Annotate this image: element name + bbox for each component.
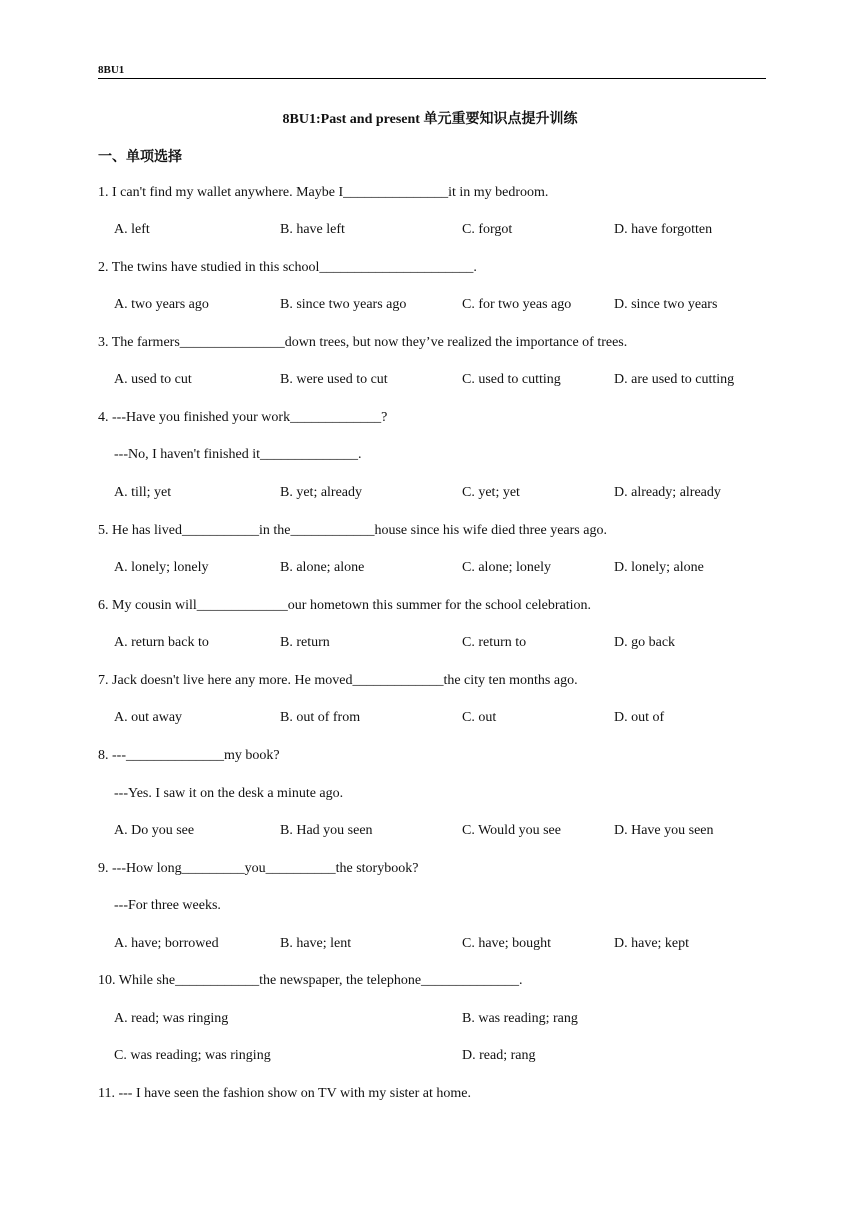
q4-option-d: D. already; already <box>614 485 721 500</box>
q9-option-a: A. have; borrowed <box>114 936 219 951</box>
q1-option-a: A. left <box>114 222 150 237</box>
section-heading: 一、单项选择 <box>98 150 182 165</box>
q7-option-a: A. out away <box>114 710 183 725</box>
question-2: 2. The twins have studied in this school______________________. <box>98 260 477 275</box>
q7-option-c: C. out <box>462 710 497 725</box>
q1-option-d: D. have forgotten <box>614 222 713 237</box>
q10-option-d: D. read; rang <box>462 1048 536 1063</box>
q5-option-d: D. lonely; alone <box>614 560 704 575</box>
q5-option-c: C. alone; lonely <box>462 560 552 575</box>
q2-option-d: D. since two years <box>614 297 718 312</box>
page-header <box>98 63 766 79</box>
question-1: 1. I can't find my wallet anywhere. Maybe I_______________it in my bedroom. <box>98 185 549 200</box>
q6-option-d: D. go back <box>614 635 676 650</box>
q6-option-a: A. return back to <box>114 635 209 650</box>
q5-option-b: B. alone; alone <box>280 560 365 575</box>
q10-option-b: B. was reading; rang <box>462 1011 578 1026</box>
q5-option-a: A. lonely; lonely <box>114 560 209 575</box>
q6-option-b: B. return <box>280 635 330 650</box>
q1-option-b: B. have left <box>280 222 345 237</box>
question-6: 6. My cousin will_____________our hometown this summer for the school celebration. <box>98 598 592 613</box>
q7-option-d: D. out of <box>614 710 665 725</box>
q8-reply: ---Yes. I saw it on the desk a minute ago. <box>114 786 344 801</box>
q2-option-b: B. since two years ago <box>280 297 407 312</box>
q4-option-b: B. yet; already <box>280 485 363 500</box>
q8-option-a: A. Do you see <box>114 823 195 838</box>
question-3: 3. The farmers_______________down trees, but now they’ve realized the importance of trees. <box>98 335 628 350</box>
q9-option-c: C. have; bought <box>462 936 552 951</box>
q8-option-d: D. Have you seen <box>614 823 714 838</box>
document-title: 8BU1:Past and present 单元重要知识点提升训练 <box>282 112 578 127</box>
question-5: 5. He has lived___________in the____________house since his wife died three years ago. <box>98 523 607 538</box>
q2-option-a: A. two years ago <box>114 297 209 312</box>
q3-option-c: C. used to cutting <box>462 372 561 387</box>
question-11: 11. --- I have seen the fashion show on TV with my sister at home. <box>98 1086 472 1101</box>
question-8: 8. ---______________my book? <box>98 748 280 763</box>
q2-option-c: C. for two yeas ago <box>462 297 572 312</box>
q8-option-c: C. Would you see <box>462 823 561 838</box>
q6-option-c: C. return to <box>462 635 527 650</box>
question-9: 9. ---How long_________you__________the storybook? <box>98 861 419 876</box>
q1-option-c: C. forgot <box>462 222 513 237</box>
question-4: 4. ---Have you finished your work_____________? <box>98 410 388 425</box>
q7-option-b: B. out of from <box>280 710 361 725</box>
q3-option-a: A. used to cut <box>114 372 192 387</box>
q10-option-c: C. was reading; was ringing <box>114 1048 271 1063</box>
q10-option-a: A. read; was ringing <box>114 1011 229 1026</box>
q9-option-b: B. have; lent <box>280 936 352 951</box>
q9-reply: ---For three weeks. <box>114 898 221 913</box>
q4-reply: ---No, I haven't finished it______________. <box>114 447 362 462</box>
q9-option-d: D. have; kept <box>614 936 690 951</box>
header-label: 8BU1 <box>98 64 125 76</box>
q4-option-c: C. yet; yet <box>462 485 520 500</box>
q8-option-b: B. Had you seen <box>280 823 373 838</box>
question-7: 7. Jack doesn't live here any more. He moved_____________the city ten months ago. <box>98 673 578 688</box>
q3-option-d: D. are used to cutting <box>614 372 735 387</box>
question-10: 10. While she____________the newspaper, the telephone______________. <box>98 973 523 988</box>
q3-option-b: B. were used to cut <box>280 372 388 387</box>
q4-option-a: A. till; yet <box>114 485 172 500</box>
